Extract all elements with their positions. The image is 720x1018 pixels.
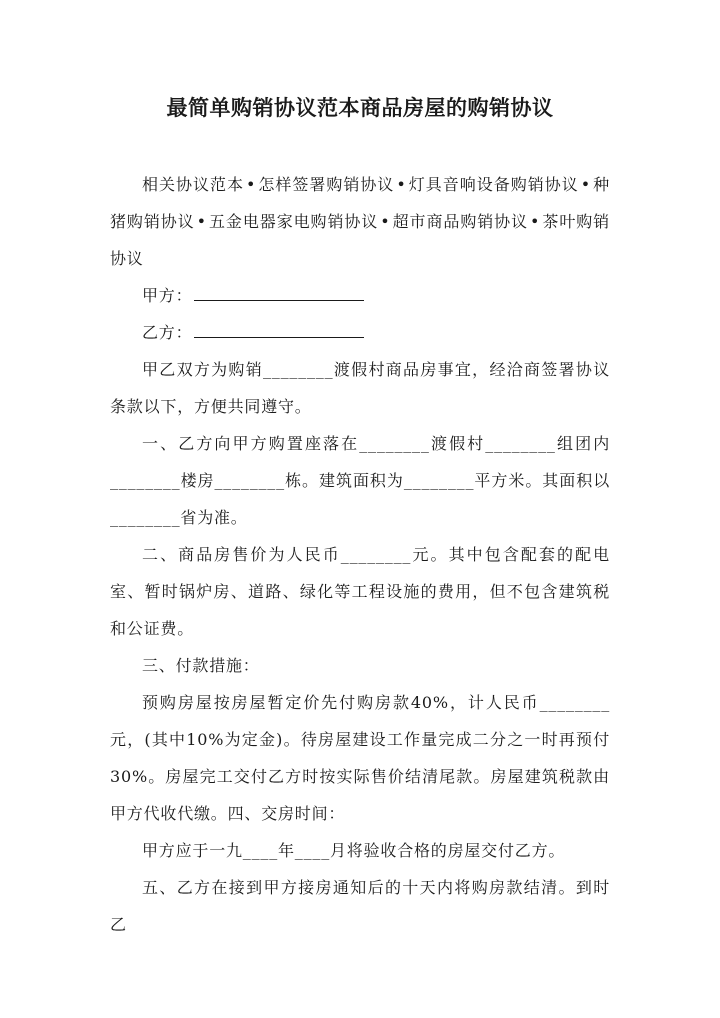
party-b-blank bbox=[194, 321, 364, 338]
related-prefix: 相关协议范本 bbox=[142, 175, 244, 194]
party-a-line bbox=[110, 277, 610, 314]
paragraph-clause-2: 二、商品房售价为人民币________元。其中包含配套的配电室、暂时锅炉房、道路、绿化等工程设施的费用，但不包含建筑税和公证费。 bbox=[110, 545, 610, 638]
party-b-line bbox=[110, 314, 610, 351]
related-link[interactable]: 种猪购销协议 bbox=[110, 175, 610, 231]
party-a-blank bbox=[194, 284, 364, 301]
related-link[interactable]: 超市商品购销协议 bbox=[392, 212, 529, 231]
paragraph-clause-1: 一、乙方向甲方购置座落在________渡假村________组团内________楼房________栋。建筑面积为________平方米。其面积以________省为准。 bbox=[110, 434, 610, 527]
related-link[interactable]: 灯具音响设备购销协议 bbox=[408, 175, 579, 194]
paragraph-clause-5: 五、乙方在接到甲方接房通知后的十天内将购房款结清。到时乙 bbox=[110, 878, 610, 934]
party-b-label: 乙方： bbox=[142, 323, 193, 342]
paragraph-clause-3-heading: 三、付款措施： bbox=[142, 656, 260, 675]
paragraph-intro: 甲乙双方为购销________渡假村商品房事宜，经洽商签署协议条款以下，方便共同遵守。 bbox=[110, 360, 610, 416]
paragraph-payment: 预购房屋按房屋暂定价先付购房款40%，计人民币________元，(其中10%为定金)。待房屋建设工作量完成二分之一时再预付30%。房屋完工交付乙方时按实际售价结清尾款。房屋建筑税款由甲方代收代缴。四、交房时间： bbox=[110, 693, 610, 823]
related-link[interactable]: 怎样签署购销协议 bbox=[258, 175, 395, 194]
related-link[interactable]: 五金电器家电购销协议 bbox=[208, 212, 379, 231]
party-a-label: 甲方： bbox=[142, 286, 193, 305]
related-link[interactable]: 茶叶购销协议 bbox=[110, 212, 610, 268]
related-agreements: 相关协议范本 • 怎样签署购销协议 • 灯具音响设备购销协议 • 种猪购销协议 • 五金电器家电购销协议 • 超市商品购销协议 • 茶叶购销协议 bbox=[110, 175, 610, 268]
paragraph-delivery: 甲方应于一九____年____月将验收合格的房屋交付乙方。 bbox=[142, 841, 566, 860]
document-title: 最简单购销协议范本商品房屋的购销协议 bbox=[166, 95, 554, 120]
document-body bbox=[110, 166, 610, 943]
